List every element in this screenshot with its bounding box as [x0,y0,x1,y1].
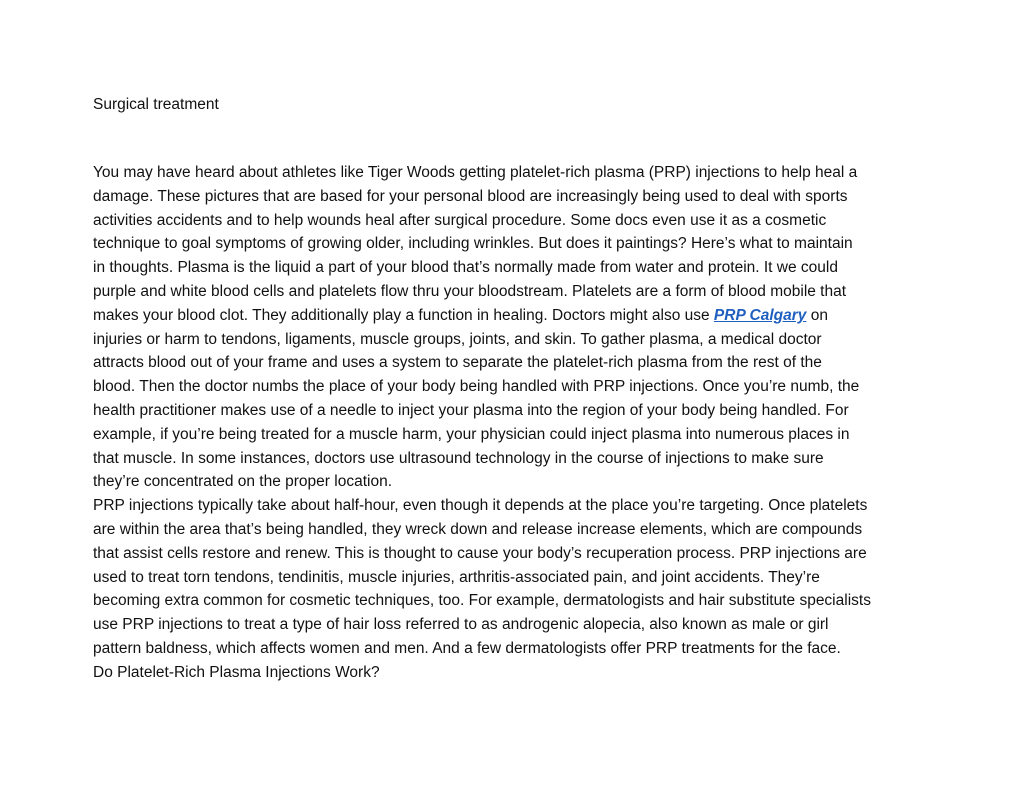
text-line: health practitioner makes use of a needle to inject your plasma into the region of your body being handled. For [93,401,849,419]
text-line: You may have heard about athletes like Tiger Woods getting platelet-rich plasma (PRP) injections to help heal a [93,164,858,181]
text-line: blood. Then the doctor numbs the place of your body being handled with PRP injections. Once you’re numb, the [93,378,860,396]
prp-calgary-link[interactable]: PRP Calgary [713,306,807,324]
text-line: that muscle. In some instances, doctors use ultrasound technology in the course of injections to make sure [93,449,824,467]
text-after-link: on [806,306,828,324]
text-line: pattern baldness, which affects women and men. And a few dermatologists offer PRP treatments for the face. [93,639,841,657]
text-line: PRP injections typically take about half-hour, even though it depends at the place you’re targeting. Once platelets [93,497,868,515]
text-line: used to treat torn tendons, tendinitis, muscle injuries, arthritis-associated pain, and joint accidents. They’re [93,568,820,586]
text-line: they’re concentrated on the proper location. [93,473,392,491]
text-line: that assist cells restore and renew. This is thought to cause your body’s recuperation process. PRP injections are [93,544,867,562]
text-line: technique to goal symptoms of growing older, including wrinkles. But does it paintings? Here’s what to maintain [93,235,853,253]
text-line: are within the area that’s being handled, they wreck down and release increase elements, which are compounds [93,520,863,538]
text-line-with-link [93,304,943,328]
page-heading: Surgical treatment [93,96,219,113]
body-paragraph [93,161,943,685]
text-line: damage. These pictures that are based for your personal blood are increasingly being used to deal with sports [93,187,848,205]
text-line: activities accidents and to help wounds heal after surgical procedure. Some docs even use it as a cosmetic [93,211,827,229]
text-line: injuries or harm to tendons, ligaments, muscle groups, joints, and skin. To gather plasma, a medical doctor [93,330,822,348]
text-line: use PRP injections to treat a type of hair loss referred to as androgenic alopecia, also known as male or girl [93,616,829,634]
text-line: attracts blood out of your frame and uses a system to separate the platelet-rich plasma from the rest of the [93,354,822,372]
subheading-line: Do Platelet-Rich Plasma Injections Work? [93,663,380,681]
text-line: purple and white blood cells and platelets flow thru your bloodstream. Platelets are a form of blood mobile that [93,282,847,300]
text-line: in thoughts. Plasma is the liquid a part of your blood that’s normally made from water and protein. It we could [93,259,838,277]
text-line: becoming extra common for cosmetic techniques, too. For example, dermatologists and hair substitute specialists [93,592,871,610]
text-before-link: makes your blood clot. They additionally play a function in healing. Doctors might also use [93,306,714,324]
text-line: example, if you’re being treated for a muscle harm, your physician could inject plasma into numerous places in [93,425,850,443]
